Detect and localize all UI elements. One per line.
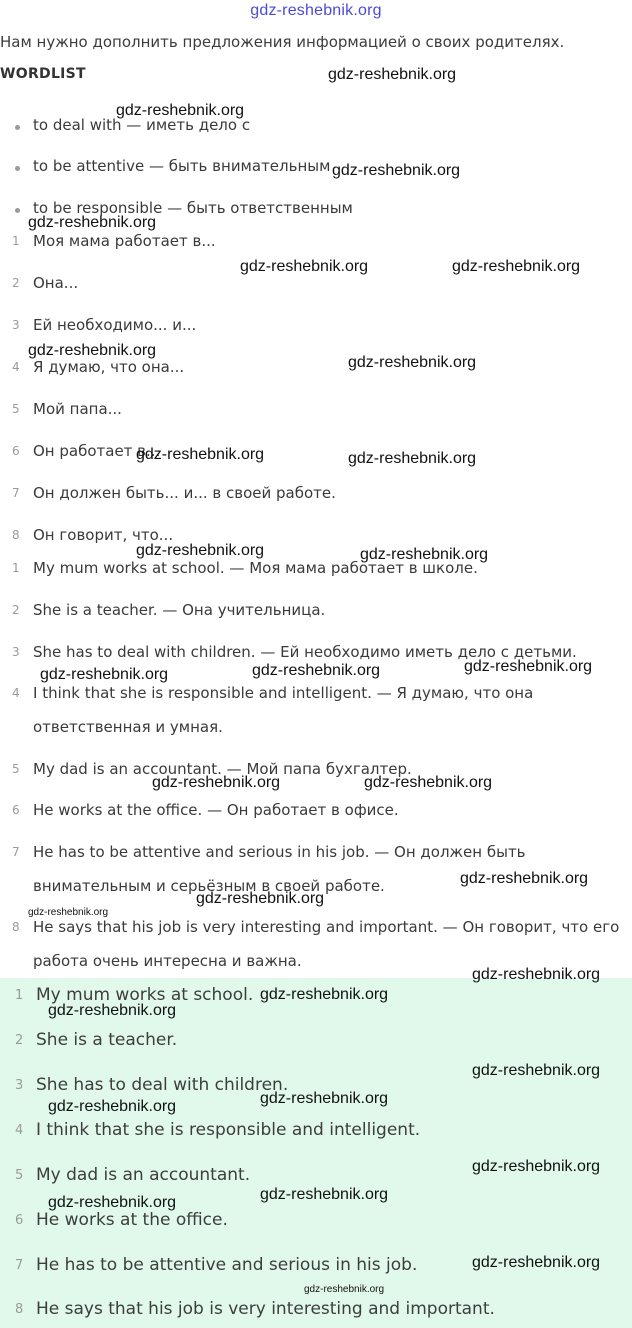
watermark: gdz-reshebnik.org — [116, 102, 245, 119]
watermark: gdz-reshebnik.org — [364, 774, 493, 791]
answer-text: My mum works at school. — [36, 985, 254, 1005]
watermark: gdz-reshebnik.org — [28, 907, 109, 918]
wordlist-item-text: to be responsible — быть ответственным — [33, 199, 353, 217]
item-number: 5 — [12, 402, 20, 416]
item-number: 2 — [12, 603, 20, 617]
watermark: gdz-reshebnik.org — [240, 258, 369, 275]
translation-text: My mum works at school. — Моя мама работает в школе. — [33, 559, 478, 577]
item-number: 1 — [12, 234, 20, 248]
translation-text: He works at the office. — Он работает в офисе. — [33, 801, 399, 819]
site-header[interactable]: gdz-reshebnik.org — [250, 2, 382, 19]
watermark: gdz-reshebnik.org — [328, 66, 457, 83]
wordlist-title: WORDLIST — [0, 66, 86, 82]
item-number: 3 — [12, 645, 20, 659]
item-number: 2 — [15, 1033, 24, 1048]
answer-text: He works at the office. — [36, 1210, 228, 1230]
item-number: 5 — [15, 1168, 24, 1183]
item-number: 2 — [12, 276, 20, 290]
bullet-icon — [15, 208, 20, 213]
watermark: gdz-reshebnik.org — [48, 1194, 177, 1211]
item-number: 3 — [12, 318, 20, 332]
item-number: 7 — [12, 486, 20, 500]
watermark: gdz-reshebnik.org — [472, 1158, 601, 1175]
item-number: 6 — [12, 444, 20, 458]
watermark: gdz-reshebnik.org — [48, 1098, 177, 1115]
translation-text: She is a teacher. — Она учительница. — [33, 601, 326, 619]
task-text: Он работает в... — [33, 442, 161, 460]
task-text: Я думаю, что она... — [33, 358, 185, 376]
item-number: 5 — [12, 762, 20, 776]
item-number: 8 — [12, 920, 20, 934]
watermark: gdz-reshebnik.org — [348, 450, 477, 467]
answer-text: I think that she is responsible and intelligent. — [36, 1120, 421, 1140]
translation-text: He says that his job is very interesting and important. — Он говорит, что его работа очень интересна и важна. — [33, 918, 620, 970]
watermark: gdz-reshebnik.org — [40, 666, 169, 683]
watermark: gdz-reshebnik.org — [196, 890, 325, 907]
answer-box — [0, 978, 632, 1328]
watermark: gdz-reshebnik.org — [472, 1062, 601, 1079]
watermark: gdz-reshebnik.org — [460, 870, 589, 887]
watermark: gdz-reshebnik.org — [464, 658, 593, 675]
answer-text: She is a teacher. — [36, 1030, 178, 1050]
item-number: 7 — [12, 845, 20, 859]
bullet-icon — [15, 125, 20, 130]
watermark: gdz-reshebnik.org — [136, 542, 265, 559]
translation-text: My dad is an accountant. — Мой папа бухгалтер. — [33, 760, 412, 778]
item-number: 4 — [15, 1123, 24, 1138]
item-number: 6 — [15, 1213, 24, 1228]
watermark: gdz-reshebnik.org — [252, 662, 381, 679]
item-number: 8 — [15, 1302, 24, 1317]
wordlist-item-text: to deal with — иметь дело с — [33, 116, 251, 134]
task-text: Моя мама работает в... — [33, 232, 216, 250]
item-number: 4 — [12, 360, 20, 374]
watermark: gdz-reshebnik.org — [136, 446, 265, 463]
watermark: gdz-reshebnik.org — [260, 1090, 389, 1107]
task-text: Он должен быть... и... в своей работе. — [33, 484, 336, 502]
watermark: gdz-reshebnik.org — [28, 342, 157, 359]
task-text: Она... — [33, 274, 79, 292]
translation-text: She has to deal with children. — Ей необходимо иметь дело с детьми. — [33, 643, 577, 661]
answer-text: My dad is an accountant. — [36, 1165, 251, 1185]
watermark: gdz-reshebnik.org — [48, 1002, 177, 1019]
translation-text: He has to be attentive and serious in his job. — Он должен быть внимательным и серьёзным в своей работе. — [33, 843, 526, 895]
watermark: gdz-reshebnik.org — [452, 258, 581, 275]
watermark: gdz-reshebnik.org — [260, 1186, 389, 1203]
answer-text: He has to be attentive and serious in his job. — [36, 1255, 418, 1275]
watermark: gdz-reshebnik.org — [304, 1284, 385, 1295]
wordlist-item-text: to be attentive — быть внимательным — [33, 157, 331, 175]
item-number: 4 — [12, 686, 20, 700]
answer-text: She has to deal with children. — [36, 1075, 289, 1095]
item-number: 8 — [12, 528, 20, 542]
watermark: gdz-reshebnik.org — [348, 354, 477, 371]
task-text: Он говорит, что... — [33, 526, 174, 544]
answer-text: He says that his job is very interesting and important. — [36, 1299, 495, 1319]
watermark: gdz-reshebnik.org — [260, 986, 389, 1003]
item-number: 7 — [15, 1258, 24, 1273]
item-number: 1 — [12, 561, 20, 575]
bullet-icon — [15, 166, 20, 171]
watermark: gdz-reshebnik.org — [28, 214, 157, 231]
watermark: gdz-reshebnik.org — [332, 162, 461, 179]
intro-text: Нам нужно дополнить предложения информацией о своих родителях. — [0, 33, 565, 51]
watermark: gdz-reshebnik.org — [472, 1254, 601, 1271]
translation-text: I think that she is responsible and intelligent. — Я думаю, что она ответственная и умная. — [33, 684, 534, 736]
task-text: Мой папа... — [33, 400, 122, 418]
watermark: gdz-reshebnik.org — [472, 966, 601, 983]
task-text: Ей необходимо... и... — [33, 316, 197, 334]
watermark: gdz-reshebnik.org — [152, 774, 281, 791]
item-number: 3 — [15, 1078, 24, 1093]
watermark: gdz-reshebnik.org — [360, 546, 489, 563]
item-number: 1 — [15, 988, 24, 1003]
item-number: 6 — [12, 803, 20, 817]
